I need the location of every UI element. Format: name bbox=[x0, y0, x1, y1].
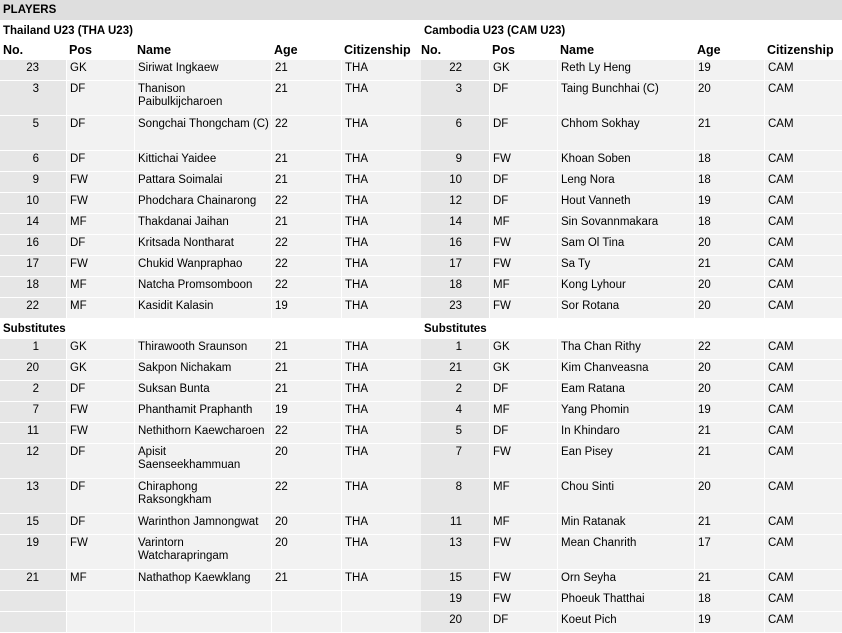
player-name: Orn Seyha bbox=[557, 570, 694, 590]
player-row bbox=[421, 444, 842, 479]
player-number: 2 bbox=[421, 381, 489, 401]
player-age: 21 bbox=[694, 256, 764, 276]
player-citizenship: CAM bbox=[764, 535, 842, 569]
substitutes-list bbox=[0, 339, 421, 633]
player-citizenship: CAM bbox=[764, 60, 842, 80]
player-position: DF bbox=[489, 612, 557, 632]
player-position: DF bbox=[489, 116, 557, 150]
col-name: Name bbox=[137, 43, 172, 57]
player-number: 11 bbox=[0, 423, 66, 443]
column-headers bbox=[421, 40, 842, 60]
player-number: 7 bbox=[421, 444, 489, 478]
player-number: 21 bbox=[421, 360, 489, 380]
player-row bbox=[421, 591, 842, 612]
player-age: 21 bbox=[694, 423, 764, 443]
player-row bbox=[0, 423, 421, 444]
player-number: 22 bbox=[0, 298, 66, 318]
player-citizenship: THA bbox=[341, 339, 421, 359]
player-citizenship: THA bbox=[341, 151, 421, 171]
player-position: FW bbox=[66, 256, 134, 276]
player-age: 20 bbox=[694, 235, 764, 255]
player-row bbox=[421, 256, 842, 277]
player-number: 3 bbox=[421, 81, 489, 115]
player-age: 21 bbox=[271, 381, 341, 401]
player-age: 21 bbox=[694, 444, 764, 478]
player-number: 23 bbox=[0, 60, 66, 80]
player-citizenship: CAM bbox=[764, 444, 842, 478]
player-citizenship: THA bbox=[341, 360, 421, 380]
player-age: 21 bbox=[271, 172, 341, 192]
player-age: 21 bbox=[271, 214, 341, 234]
col-age: Age bbox=[697, 43, 721, 57]
player-age: 21 bbox=[271, 339, 341, 359]
player-position: MF bbox=[66, 570, 134, 590]
player-row bbox=[421, 423, 842, 444]
player-number: 7 bbox=[0, 402, 66, 422]
team-thailand bbox=[0, 20, 421, 633]
player-age: 22 bbox=[271, 479, 341, 513]
player-row bbox=[0, 535, 421, 570]
player-position: MF bbox=[489, 479, 557, 513]
player-number: 20 bbox=[421, 612, 489, 632]
player-position: GK bbox=[489, 339, 557, 359]
player-citizenship: THA bbox=[341, 535, 421, 569]
player-position: FW bbox=[489, 444, 557, 478]
player-name: Taing Bunchhai (C) bbox=[557, 81, 694, 115]
player-number: 13 bbox=[0, 479, 66, 513]
player-position: FW bbox=[489, 235, 557, 255]
player-position: MF bbox=[66, 298, 134, 318]
player-position: DF bbox=[66, 479, 134, 513]
player-number: 14 bbox=[0, 214, 66, 234]
player-citizenship: THA bbox=[341, 423, 421, 443]
player-position: DF bbox=[66, 381, 134, 401]
player-position: GK bbox=[489, 360, 557, 380]
player-age: 21 bbox=[271, 360, 341, 380]
player-age: 20 bbox=[271, 514, 341, 534]
player-name: Sa Ty bbox=[557, 256, 694, 276]
player-citizenship: THA bbox=[341, 444, 421, 478]
player-row bbox=[421, 360, 842, 381]
player-row bbox=[421, 402, 842, 423]
player-name bbox=[134, 591, 271, 611]
player-citizenship: CAM bbox=[764, 381, 842, 401]
player-name: Khoan Soben bbox=[557, 151, 694, 171]
player-age: 22 bbox=[271, 193, 341, 213]
player-age: 19 bbox=[694, 193, 764, 213]
player-row bbox=[0, 172, 421, 193]
player-citizenship: CAM bbox=[764, 298, 842, 318]
player-row bbox=[421, 298, 842, 319]
player-number: 5 bbox=[421, 423, 489, 443]
starters-list bbox=[421, 60, 842, 319]
player-name: Nethithorn Kaewcharoen bbox=[134, 423, 271, 443]
player-position: DF bbox=[489, 193, 557, 213]
player-row bbox=[0, 339, 421, 360]
player-row bbox=[0, 514, 421, 535]
player-row bbox=[421, 514, 842, 535]
player-citizenship: CAM bbox=[764, 612, 842, 632]
player-citizenship: CAM bbox=[764, 172, 842, 192]
player-citizenship: THA bbox=[341, 277, 421, 297]
player-age: 19 bbox=[694, 60, 764, 80]
player-name: Chhom Sokhay bbox=[557, 116, 694, 150]
team-cambodia bbox=[421, 20, 842, 633]
player-position: MF bbox=[489, 514, 557, 534]
player-age: 19 bbox=[271, 402, 341, 422]
player-name: Kasidit Kalasin bbox=[134, 298, 271, 318]
player-name: Leng Nora bbox=[557, 172, 694, 192]
player-name: Apisit Saenseekhammuan bbox=[134, 444, 271, 478]
player-row bbox=[0, 214, 421, 235]
player-position: MF bbox=[489, 402, 557, 422]
player-age: 20 bbox=[271, 444, 341, 478]
player-number: 3 bbox=[0, 81, 66, 115]
player-citizenship: THA bbox=[341, 235, 421, 255]
player-name: Phanthamit Praphanth bbox=[134, 402, 271, 422]
player-number: 23 bbox=[421, 298, 489, 318]
player-name: Koeut Pich bbox=[557, 612, 694, 632]
player-name: Kong Lyhour bbox=[557, 277, 694, 297]
player-number: 6 bbox=[421, 116, 489, 150]
player-name: Hout Vanneth bbox=[557, 193, 694, 213]
team-name: Cambodia U23 (CAM U23) bbox=[421, 20, 842, 40]
player-citizenship: THA bbox=[341, 570, 421, 590]
player-name: Sakpon Nichakam bbox=[134, 360, 271, 380]
player-position bbox=[66, 612, 134, 632]
player-citizenship: THA bbox=[341, 479, 421, 513]
player-name: Kim Chanveasna bbox=[557, 360, 694, 380]
player-age: 20 bbox=[271, 535, 341, 569]
player-number: 6 bbox=[0, 151, 66, 171]
player-row bbox=[421, 612, 842, 633]
player-citizenship: CAM bbox=[764, 116, 842, 150]
player-age: 20 bbox=[694, 81, 764, 115]
player-citizenship: THA bbox=[341, 214, 421, 234]
player-position: MF bbox=[489, 214, 557, 234]
player-age: 19 bbox=[271, 298, 341, 318]
player-row bbox=[0, 479, 421, 514]
player-name: Tha Chan Rithy bbox=[557, 339, 694, 359]
player-age: 21 bbox=[694, 570, 764, 590]
player-position: MF bbox=[66, 214, 134, 234]
player-row bbox=[0, 381, 421, 402]
player-citizenship: CAM bbox=[764, 402, 842, 422]
player-position: FW bbox=[489, 256, 557, 276]
player-age: 18 bbox=[694, 151, 764, 171]
player-citizenship: THA bbox=[341, 298, 421, 318]
player-citizenship: CAM bbox=[764, 81, 842, 115]
player-position: FW bbox=[66, 423, 134, 443]
player-row bbox=[0, 235, 421, 256]
player-citizenship: THA bbox=[341, 514, 421, 534]
player-position: FW bbox=[489, 151, 557, 171]
player-row bbox=[0, 612, 421, 633]
player-position: MF bbox=[66, 277, 134, 297]
player-name: Thanison Paibulkijcharoen bbox=[134, 81, 271, 115]
player-age: 20 bbox=[694, 381, 764, 401]
player-citizenship: CAM bbox=[764, 514, 842, 534]
player-name: Suksan Bunta bbox=[134, 381, 271, 401]
player-citizenship: THA bbox=[341, 193, 421, 213]
player-position: FW bbox=[489, 570, 557, 590]
player-age: 21 bbox=[271, 570, 341, 590]
player-citizenship: THA bbox=[341, 60, 421, 80]
player-row bbox=[421, 193, 842, 214]
player-age: 22 bbox=[271, 423, 341, 443]
player-position: GK bbox=[66, 60, 134, 80]
player-number bbox=[0, 591, 66, 611]
player-age bbox=[271, 612, 341, 632]
player-row bbox=[0, 81, 421, 116]
player-citizenship: CAM bbox=[764, 339, 842, 359]
player-position: DF bbox=[66, 444, 134, 478]
player-age: 17 bbox=[694, 535, 764, 569]
player-age: 22 bbox=[271, 277, 341, 297]
player-age: 22 bbox=[694, 339, 764, 359]
col-age: Age bbox=[274, 43, 298, 57]
player-row bbox=[0, 298, 421, 319]
player-number: 9 bbox=[421, 151, 489, 171]
player-position: FW bbox=[66, 172, 134, 192]
player-name: Nathathop Kaewklang bbox=[134, 570, 271, 590]
player-position: DF bbox=[66, 514, 134, 534]
player-citizenship: THA bbox=[341, 172, 421, 192]
player-row bbox=[0, 60, 421, 81]
col-pos: Pos bbox=[492, 43, 515, 57]
player-row bbox=[421, 116, 842, 151]
player-number bbox=[0, 612, 66, 632]
player-age: 21 bbox=[694, 514, 764, 534]
player-age bbox=[271, 591, 341, 611]
player-age: 18 bbox=[694, 214, 764, 234]
player-name: Kittichai Yaidee bbox=[134, 151, 271, 171]
player-number: 13 bbox=[421, 535, 489, 569]
player-number: 1 bbox=[421, 339, 489, 359]
player-age: 22 bbox=[271, 235, 341, 255]
player-number: 10 bbox=[0, 193, 66, 213]
player-number: 19 bbox=[0, 535, 66, 569]
player-position: GK bbox=[489, 60, 557, 80]
player-number: 17 bbox=[421, 256, 489, 276]
player-number: 12 bbox=[421, 193, 489, 213]
player-name: Thirawooth Sraunson bbox=[134, 339, 271, 359]
player-number: 12 bbox=[0, 444, 66, 478]
player-position bbox=[66, 591, 134, 611]
player-row bbox=[0, 402, 421, 423]
player-citizenship: CAM bbox=[764, 256, 842, 276]
player-name: Phoeuk Thatthai bbox=[557, 591, 694, 611]
col-name: Name bbox=[560, 43, 595, 57]
player-row bbox=[421, 81, 842, 116]
player-number: 11 bbox=[421, 514, 489, 534]
player-row bbox=[0, 193, 421, 214]
substitutes-list bbox=[421, 339, 842, 633]
player-age: 20 bbox=[694, 298, 764, 318]
player-name: Sor Rotana bbox=[557, 298, 694, 318]
player-citizenship: CAM bbox=[764, 591, 842, 611]
player-age: 18 bbox=[694, 591, 764, 611]
player-name bbox=[134, 612, 271, 632]
player-row bbox=[0, 591, 421, 612]
team-name: Thailand U23 (THA U23) bbox=[0, 20, 421, 40]
player-age: 21 bbox=[271, 151, 341, 171]
player-number: 18 bbox=[421, 277, 489, 297]
player-citizenship: CAM bbox=[764, 479, 842, 513]
player-number: 14 bbox=[421, 214, 489, 234]
player-citizenship: CAM bbox=[764, 423, 842, 443]
player-citizenship bbox=[341, 591, 421, 611]
player-number: 22 bbox=[421, 60, 489, 80]
player-citizenship: THA bbox=[341, 256, 421, 276]
player-name: Chou Sinti bbox=[557, 479, 694, 513]
player-citizenship: THA bbox=[341, 116, 421, 150]
player-name: Varintorn Watcharapringam bbox=[134, 535, 271, 569]
col-no: No. bbox=[3, 43, 24, 57]
col-no: No. bbox=[421, 43, 442, 57]
player-name: Chukid Wanpraphao bbox=[134, 256, 271, 276]
player-name: Thakdanai Jaihan bbox=[134, 214, 271, 234]
player-position: DF bbox=[489, 172, 557, 192]
player-row bbox=[0, 570, 421, 591]
player-position: FW bbox=[489, 535, 557, 569]
player-age: 22 bbox=[271, 116, 341, 150]
player-number: 16 bbox=[421, 235, 489, 255]
player-number: 18 bbox=[0, 277, 66, 297]
col-citizenship: Citizenship bbox=[767, 43, 834, 57]
player-citizenship: CAM bbox=[764, 235, 842, 255]
player-row bbox=[421, 235, 842, 256]
player-citizenship: THA bbox=[341, 81, 421, 115]
player-number: 9 bbox=[0, 172, 66, 192]
player-position: GK bbox=[66, 360, 134, 380]
player-position: DF bbox=[66, 235, 134, 255]
player-number: 16 bbox=[0, 235, 66, 255]
player-citizenship: CAM bbox=[764, 570, 842, 590]
player-position: FW bbox=[66, 535, 134, 569]
player-position: FW bbox=[66, 193, 134, 213]
player-name: Siriwat Ingkaew bbox=[134, 60, 271, 80]
player-name: Pattara Soimalai bbox=[134, 172, 271, 192]
substitutes-label: Substitutes bbox=[421, 319, 842, 339]
player-name: Chiraphong Raksongkham bbox=[134, 479, 271, 513]
player-position: DF bbox=[489, 81, 557, 115]
player-citizenship: CAM bbox=[764, 151, 842, 171]
player-number: 4 bbox=[421, 402, 489, 422]
player-age: 22 bbox=[271, 256, 341, 276]
player-number: 17 bbox=[0, 256, 66, 276]
player-number: 15 bbox=[0, 514, 66, 534]
player-age: 19 bbox=[694, 612, 764, 632]
player-position: FW bbox=[489, 298, 557, 318]
player-name: Natcha Promsomboon bbox=[134, 277, 271, 297]
player-position: DF bbox=[489, 381, 557, 401]
player-row bbox=[421, 151, 842, 172]
player-name: Songchai Thongcham (C) bbox=[134, 116, 271, 150]
player-number: 5 bbox=[0, 116, 66, 150]
player-age: 19 bbox=[694, 402, 764, 422]
player-row bbox=[421, 277, 842, 298]
col-citizenship: Citizenship bbox=[344, 43, 411, 57]
col-pos: Pos bbox=[69, 43, 92, 57]
player-row bbox=[421, 535, 842, 570]
player-citizenship: CAM bbox=[764, 214, 842, 234]
player-citizenship: CAM bbox=[764, 193, 842, 213]
player-position: DF bbox=[66, 81, 134, 115]
player-name: Warinthon Jamnongwat bbox=[134, 514, 271, 534]
player-age: 20 bbox=[694, 277, 764, 297]
player-name: Sin Sovannmakara bbox=[557, 214, 694, 234]
player-name: Sam Ol Tina bbox=[557, 235, 694, 255]
player-row bbox=[421, 60, 842, 81]
player-row bbox=[0, 116, 421, 151]
player-row bbox=[0, 256, 421, 277]
player-number: 15 bbox=[421, 570, 489, 590]
substitutes-label: Substitutes bbox=[0, 319, 421, 339]
player-name: Min Ratanak bbox=[557, 514, 694, 534]
player-name: In Khindaro bbox=[557, 423, 694, 443]
player-row bbox=[421, 479, 842, 514]
player-name: Ean Pisey bbox=[557, 444, 694, 478]
player-name: Kritsada Nontharat bbox=[134, 235, 271, 255]
player-name: Reth Ly Heng bbox=[557, 60, 694, 80]
player-row bbox=[0, 444, 421, 479]
player-row bbox=[421, 381, 842, 402]
player-citizenship bbox=[341, 612, 421, 632]
player-age: 21 bbox=[271, 81, 341, 115]
player-age: 21 bbox=[271, 60, 341, 80]
player-position: MF bbox=[489, 277, 557, 297]
player-citizenship: THA bbox=[341, 402, 421, 422]
player-number: 10 bbox=[421, 172, 489, 192]
player-row bbox=[0, 151, 421, 172]
player-name: Yang Phomin bbox=[557, 402, 694, 422]
player-citizenship: THA bbox=[341, 381, 421, 401]
player-age: 20 bbox=[694, 360, 764, 380]
player-row bbox=[421, 172, 842, 193]
player-number: 8 bbox=[421, 479, 489, 513]
player-row bbox=[421, 570, 842, 591]
player-age: 20 bbox=[694, 479, 764, 513]
player-number: 19 bbox=[421, 591, 489, 611]
player-age: 18 bbox=[694, 172, 764, 192]
player-citizenship: CAM bbox=[764, 360, 842, 380]
player-number: 2 bbox=[0, 381, 66, 401]
player-row bbox=[421, 214, 842, 235]
starters-list bbox=[0, 60, 421, 319]
player-position: DF bbox=[66, 116, 134, 150]
player-name: Eam Ratana bbox=[557, 381, 694, 401]
column-headers bbox=[0, 40, 421, 60]
player-row bbox=[421, 339, 842, 360]
player-name: Mean Chanrith bbox=[557, 535, 694, 569]
player-position: DF bbox=[66, 151, 134, 171]
player-number: 20 bbox=[0, 360, 66, 380]
player-number: 21 bbox=[0, 570, 66, 590]
player-position: FW bbox=[489, 591, 557, 611]
player-citizenship: CAM bbox=[764, 277, 842, 297]
player-position: DF bbox=[489, 423, 557, 443]
player-position: FW bbox=[66, 402, 134, 422]
player-position: GK bbox=[66, 339, 134, 359]
player-age: 21 bbox=[694, 116, 764, 150]
player-number: 1 bbox=[0, 339, 66, 359]
player-row bbox=[0, 277, 421, 298]
player-row bbox=[0, 360, 421, 381]
players-header: PLAYERS bbox=[0, 0, 842, 20]
player-name: Phodchara Chainarong bbox=[134, 193, 271, 213]
